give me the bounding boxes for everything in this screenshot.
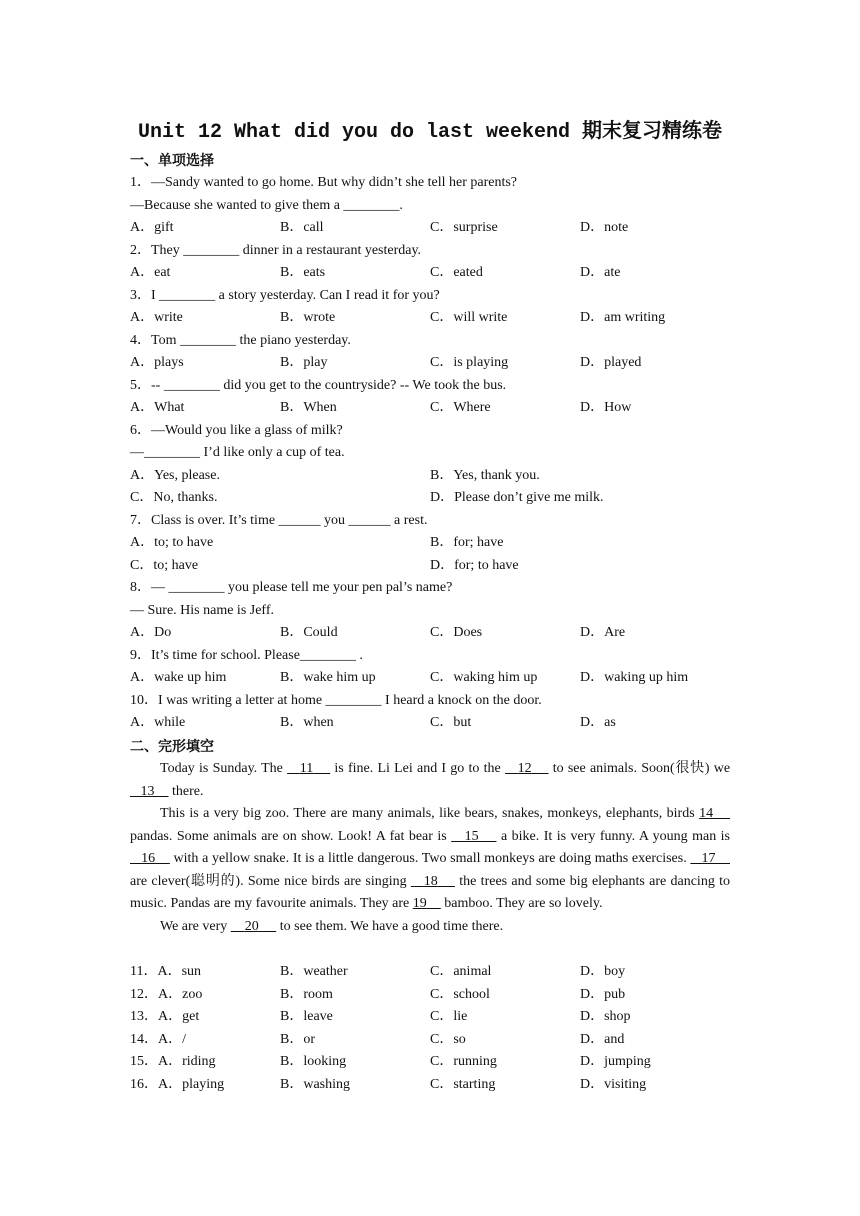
option-b: B．eats bbox=[280, 265, 326, 280]
option-a: A．plays bbox=[130, 355, 184, 370]
option-c: C．surprise bbox=[430, 220, 498, 235]
option-b: B．washing bbox=[280, 1077, 350, 1092]
question-6-line-2: —________ I’d like only a cup of tea. bbox=[130, 445, 345, 460]
option-b: B．wrote bbox=[280, 310, 336, 325]
cloze-blank-18: 18 bbox=[423, 873, 438, 889]
question-1-options bbox=[130, 217, 730, 239]
option-d: D．waking up him bbox=[580, 670, 689, 685]
option-a: 14．A．/ bbox=[130, 1032, 186, 1047]
option-b: B．play bbox=[280, 355, 328, 370]
option-a: A．eat bbox=[130, 265, 171, 280]
cloze-options-15 bbox=[130, 1051, 730, 1073]
cloze-paragraph-3: We are very 20 to see them. We have a good time there. bbox=[160, 918, 504, 934]
section-heading-single-choice: 一、单项选择 bbox=[130, 153, 214, 169]
option-b: B．looking bbox=[280, 1054, 347, 1069]
cloze-blank-14: 14 bbox=[699, 806, 714, 821]
option-b: B．when bbox=[280, 715, 334, 730]
cloze-options-11 bbox=[130, 961, 730, 983]
question-7-options-row-2 bbox=[130, 555, 730, 577]
option-b: B．for; have bbox=[430, 535, 504, 550]
cloze-blank-17: 17 bbox=[701, 851, 716, 866]
option-b: B．Yes, thank you. bbox=[430, 468, 540, 483]
option-a: 12．A．zoo bbox=[130, 987, 203, 1002]
question-8-options bbox=[130, 622, 730, 644]
option-b: B．weather bbox=[280, 964, 348, 979]
question-5-line-1: 5．-- ________ did you get to the countryside? -- We took the bus. bbox=[130, 378, 507, 393]
option-b: B．room bbox=[280, 987, 333, 1002]
question-6-line-1: 6．—Would you like a glass of milk? bbox=[130, 423, 343, 438]
cloze-options-12 bbox=[130, 984, 730, 1006]
question-7-options-row-1 bbox=[130, 532, 730, 554]
option-d: D．as bbox=[580, 715, 616, 730]
page-title: Unit 12 What did you do last weekend 期末复习精练卷 bbox=[137, 121, 723, 144]
option-d: D．note bbox=[580, 220, 629, 235]
question-1-line-2: —Because she wanted to give them a ________. bbox=[130, 198, 403, 213]
question-2-line-1: 2．They ________ dinner in a restaurant yesterday. bbox=[130, 243, 422, 258]
option-a: A．while bbox=[130, 715, 186, 730]
option-c: C．waking him up bbox=[430, 670, 538, 685]
cloze-blank-15: 15 bbox=[464, 828, 479, 844]
option-b: B．leave bbox=[280, 1009, 333, 1024]
option-b: B．When bbox=[280, 400, 337, 415]
question-9-options bbox=[130, 667, 730, 689]
option-c: C．so bbox=[430, 1032, 466, 1047]
option-a: A．write bbox=[130, 310, 183, 325]
option-c: C．eated bbox=[430, 265, 483, 280]
question-7-line-1: 7．Class is over. It’s time ______ you ______ a rest. bbox=[130, 513, 428, 528]
option-d: D．Please don’t give me milk. bbox=[430, 490, 604, 505]
option-d: D．visiting bbox=[580, 1077, 647, 1092]
option-a: 13．A．get bbox=[130, 1009, 200, 1024]
cloze-paragraph-2: This is a very big zoo. There are many animals, like bears, snakes, monkeys, elephants, birds 14 pandas. Some animals are on show. Look! A fat bear is 15 a bike. It is very funny. A young man is 16 with a yellow snake. It is a little dangerous. Two small monkeys are doing maths exercises. 17 are clever(聪明的). Some nice birds are singing 18 the trees and some big elephants are dancing to music. Pandas are my favourite animals. They are 19 bamboo. They are so lovely. bbox=[130, 806, 731, 911]
option-c: C．Where bbox=[430, 400, 491, 415]
option-b: B．or bbox=[280, 1032, 315, 1047]
option-c: C．lie bbox=[430, 1009, 468, 1024]
section-heading-cloze: 二、完形填空 bbox=[130, 739, 214, 755]
question-8-line-1: 8．— ________ you please tell me your pen pal’s name? bbox=[130, 580, 453, 595]
option-a: A．to; to have bbox=[130, 535, 214, 550]
option-c: C．but bbox=[430, 715, 472, 730]
option-a: A．wake up him bbox=[130, 670, 227, 685]
cloze-blank-12: 12 bbox=[517, 761, 532, 776]
option-b: B．call bbox=[280, 220, 324, 235]
question-3-options bbox=[130, 307, 730, 329]
option-d: D．boy bbox=[580, 964, 626, 979]
question-4-options bbox=[130, 352, 730, 374]
option-b: B．Could bbox=[280, 625, 338, 640]
question-1-line-1: 1．—Sandy wanted to go home. But why didn’t she tell her parents? bbox=[130, 175, 518, 190]
option-a: A．Do bbox=[130, 625, 172, 640]
option-d: D．played bbox=[580, 355, 642, 370]
cloze-options-16 bbox=[130, 1074, 730, 1096]
option-b: B．wake him up bbox=[280, 670, 376, 685]
option-a: 16．A．playing bbox=[130, 1077, 225, 1092]
question-10-line-1: 10．I was writing a letter at home ________ I heard a knock on the door. bbox=[130, 693, 542, 708]
cloze-options-14 bbox=[130, 1029, 730, 1051]
question-9-line-1: 9．It’s time for school. Please________ . bbox=[130, 648, 363, 663]
option-c: C．school bbox=[430, 987, 490, 1002]
option-a: A．Yes, please. bbox=[130, 468, 220, 483]
option-a: A．What bbox=[130, 400, 185, 415]
cloze-blank-19: 19 bbox=[412, 896, 427, 911]
question-3-line-1: 3．I ________ a story yesterday. Can I read it for you? bbox=[130, 288, 440, 303]
question-6-options-row-2 bbox=[130, 487, 730, 509]
cloze-blank-13: 13 bbox=[140, 783, 155, 799]
cloze-blank-16: 16 bbox=[141, 851, 156, 866]
option-d: D．How bbox=[580, 400, 632, 415]
option-d: D．ate bbox=[580, 265, 621, 280]
question-6-options-row-1 bbox=[130, 465, 730, 487]
option-c: C．starting bbox=[430, 1077, 496, 1092]
option-c: C．is playing bbox=[430, 355, 509, 370]
option-a: 11．A．sun bbox=[130, 964, 202, 979]
cloze-blank-20: 20 bbox=[244, 918, 259, 934]
option-a: 15．A．riding bbox=[130, 1054, 216, 1069]
option-c: C．to; have bbox=[130, 558, 199, 573]
question-8-line-2: — Sure. His name is Jeff. bbox=[130, 603, 274, 618]
question-5-options bbox=[130, 397, 730, 419]
cloze-blank-11: 11 bbox=[299, 761, 314, 776]
option-d: D．am writing bbox=[580, 310, 666, 325]
option-c: C．Does bbox=[430, 625, 483, 640]
question-10-options bbox=[130, 712, 730, 734]
question-4-line-1: 4．Tom ________ the piano yesterday. bbox=[130, 333, 351, 348]
option-d: D．jumping bbox=[580, 1054, 651, 1069]
option-c: C．running bbox=[430, 1054, 497, 1069]
option-d: D．shop bbox=[580, 1009, 631, 1024]
option-a: A．gift bbox=[130, 220, 174, 235]
option-d: D．pub bbox=[580, 987, 626, 1002]
option-d: D．and bbox=[580, 1032, 625, 1047]
cloze-options-13 bbox=[130, 1006, 730, 1028]
option-c: C．No, thanks. bbox=[130, 490, 218, 505]
question-2-options bbox=[130, 262, 730, 284]
option-d: D．for; to have bbox=[430, 558, 519, 573]
option-d: D．Are bbox=[580, 625, 626, 640]
option-c: C．will write bbox=[430, 310, 508, 325]
cloze-passage bbox=[130, 758, 730, 938]
option-c: C．animal bbox=[430, 964, 492, 979]
cloze-paragraph-1: Today is Sunday. The 11 is fine. Li Lei and I go to the 12 to see animals. Soon(很快) we 13 there. bbox=[130, 758, 730, 803]
